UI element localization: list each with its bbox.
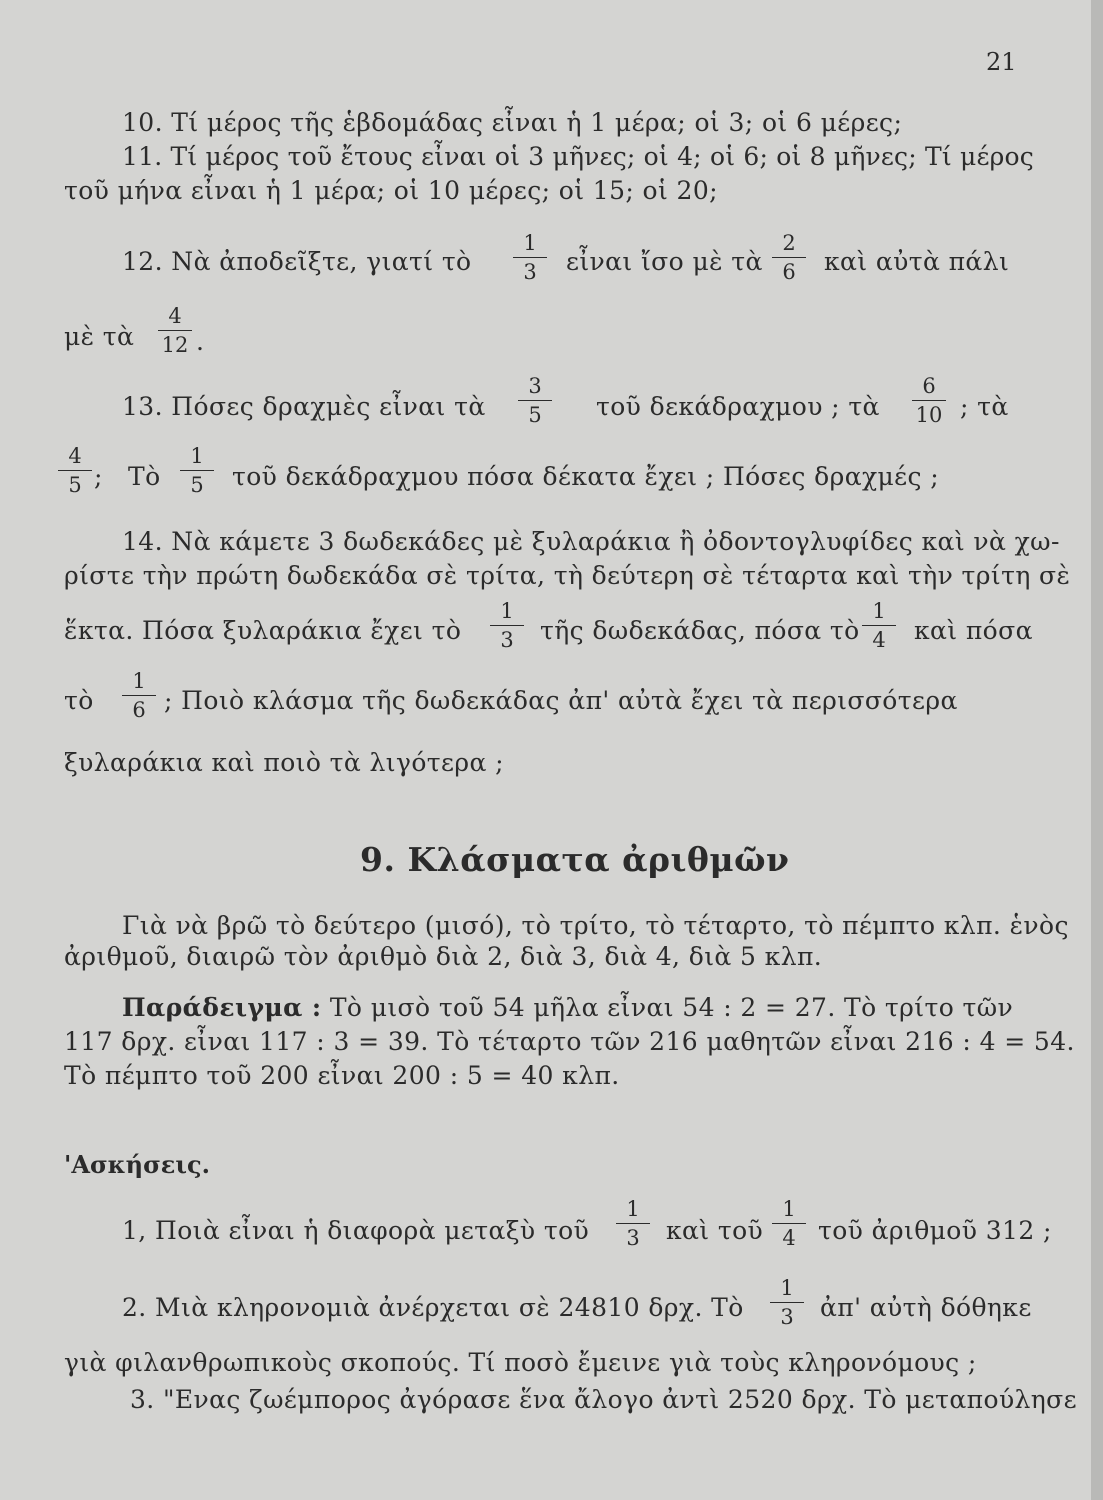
exercise-14-line3c: καὶ πόσα <box>914 616 1033 645</box>
fraction: 4 12 <box>158 306 192 356</box>
fraction: 1 6 <box>122 671 156 721</box>
question-2a: 2. Μιὰ κληρονομιὰ ἀνέρχεται σὲ 24810 δρχ. Τὸ <box>122 1293 744 1322</box>
intro-line1: Γιὰ νὰ βρῶ τὸ δεύτερο (μισό), τὸ τρίτο, τὸ τέταρτο, τὸ πέμπτο κλπ. ἑνὸς <box>122 911 1069 940</box>
exercise-14-line4b: ; Ποιὸ κλάσμα τῆς δωδεκάδας ἀπ' αὐτὰ ἔχει τὰ περισσότερα <box>164 686 958 715</box>
exercise-13-semicolon: ; <box>94 462 103 491</box>
fraction: 2 6 <box>772 233 806 283</box>
exercise-11-line1: 11. Τί μέρος τοῦ ἔτους εἶναι οἱ 3 μῆνες; οἱ 4; οἱ 6; οἱ 8 μῆνες; Τί μέρος <box>122 142 1034 171</box>
question-1b: καὶ τοῦ <box>666 1216 764 1245</box>
fraction: 4 5 <box>58 446 92 496</box>
exercise-14-line3b: τῆς δωδεκάδας, πόσα τὸ <box>540 616 860 645</box>
question-2-line2: γιὰ φιλανθρωπικοὺς σκοπούς. Τί ποσὸ ἔμεινε γιὰ τοὺς κληρονόμους ; <box>64 1348 977 1377</box>
fraction: 6 10 <box>912 376 946 426</box>
section-title: 9. Κλάσματα ἀριθμῶν <box>360 840 790 879</box>
exercises-title: 'Ασκήσεις. <box>64 1150 210 1179</box>
example-text1: Τὸ μισὸ τοῦ 54 μῆλα εἶναι 54 : 2 = 27. Τὸ τρίτο τῶν <box>329 993 1014 1022</box>
fraction: 1 3 <box>490 601 524 651</box>
exercise-13-lead: 13. Πόσες δραχμὲς εἶναι τὰ <box>122 392 486 421</box>
page-number: 21 <box>986 48 1017 76</box>
example-line3: Τὸ πέμπτο τοῦ 200 εἶναι 200 : 5 = 40 κλπ. <box>64 1061 620 1090</box>
question-1c: τοῦ ἀριθμοῦ 312 ; <box>818 1216 1052 1245</box>
exercise-12-tail: καὶ αὐτὰ πάλι <box>824 247 1010 276</box>
example-label: Παράδειγμα : <box>122 993 322 1022</box>
exercise-14-line4a: τὸ <box>64 686 94 715</box>
intro-line2: ἀριθμοῦ, διαιρῶ τὸν ἀριθμὸ διὰ 2, διὰ 3, διὰ 4, διὰ 5 κλπ. <box>64 942 823 971</box>
fraction: 3 5 <box>518 376 552 426</box>
exercise-13-tail: ; τὰ <box>960 392 1009 421</box>
question-3: 3. "Ενας ζωέμπορος ἀγόρασε ἕνα ἄλογο ἀντὶ 2520 δρχ. Τὸ μεταπούλησε <box>130 1385 1077 1414</box>
question-1a: 1, Ποιὰ εἶναι ἡ διαφορὰ μεταξὺ τοῦ <box>122 1216 590 1245</box>
exercise-12-mid: εἶναι ἴσο μὲ τὰ <box>566 247 763 276</box>
exercise-11-line2: τοῦ μήνα εἶναι ἡ 1 μέρα; οἱ 10 μέρες; οἱ 15; οἱ 20; <box>64 176 718 205</box>
fraction: 1 3 <box>513 233 547 283</box>
fraction: 1 5 <box>180 446 214 496</box>
exercise-14-line1: 14. Νὰ κάμετε 3 δωδεκάδες μὲ ξυλαράκια ἢ ὀδοντογλυφίδες καὶ νὰ χω- <box>122 527 1060 556</box>
fraction: 1 4 <box>772 1199 806 1249</box>
exercise-12-lead: 12. Νὰ ἀποδεῖξτε, γιατί τὸ <box>122 247 472 276</box>
exercise-13-line2-start: Τὸ <box>128 462 161 491</box>
exercise-14-line3a: ἕκτα. Πόσα ξυλαράκια ἔχει τὸ <box>64 616 462 645</box>
exercise-13-line2: τοῦ δεκάδραχμου πόσα δέκατα ἔχει ; Πόσες δραχμές ; <box>232 462 940 491</box>
exercise-12-end: . <box>196 327 205 356</box>
exercise-13-mid: τοῦ δεκάδραχμου ; τὰ <box>596 392 880 421</box>
example-line2: 117 δρχ. εἶναι 117 : 3 = 39. Τὸ τέταρτο τῶν 216 μαθητῶν εἶναι 216 : 4 = 54. <box>64 1027 1075 1056</box>
question-2b: ἀπ' αὐτὴ δόθηκε <box>820 1293 1032 1322</box>
fraction: 1 4 <box>862 601 896 651</box>
exercise-12-line2: μὲ τὰ <box>64 322 135 351</box>
fraction: 1 3 <box>616 1199 650 1249</box>
exercise-14-line2: ρίστε τὴν πρώτη δωδεκάδα σὲ τρίτα, τὴ δεύτερη σὲ τέταρτα καὶ τὴν τρίτη σὲ <box>64 561 1071 590</box>
fraction: 1 3 <box>770 1278 804 1328</box>
exercise-10: 10. Τί μέρος τῆς ἑβδομάδας εἶναι ἡ 1 μέρα; οἱ 3; οἱ 6 μέρες; <box>122 108 903 137</box>
exercise-14-line5: ξυλαράκια καὶ ποιὸ τὰ λιγότερα ; <box>64 748 504 777</box>
example-line1 <box>122 993 1013 1022</box>
